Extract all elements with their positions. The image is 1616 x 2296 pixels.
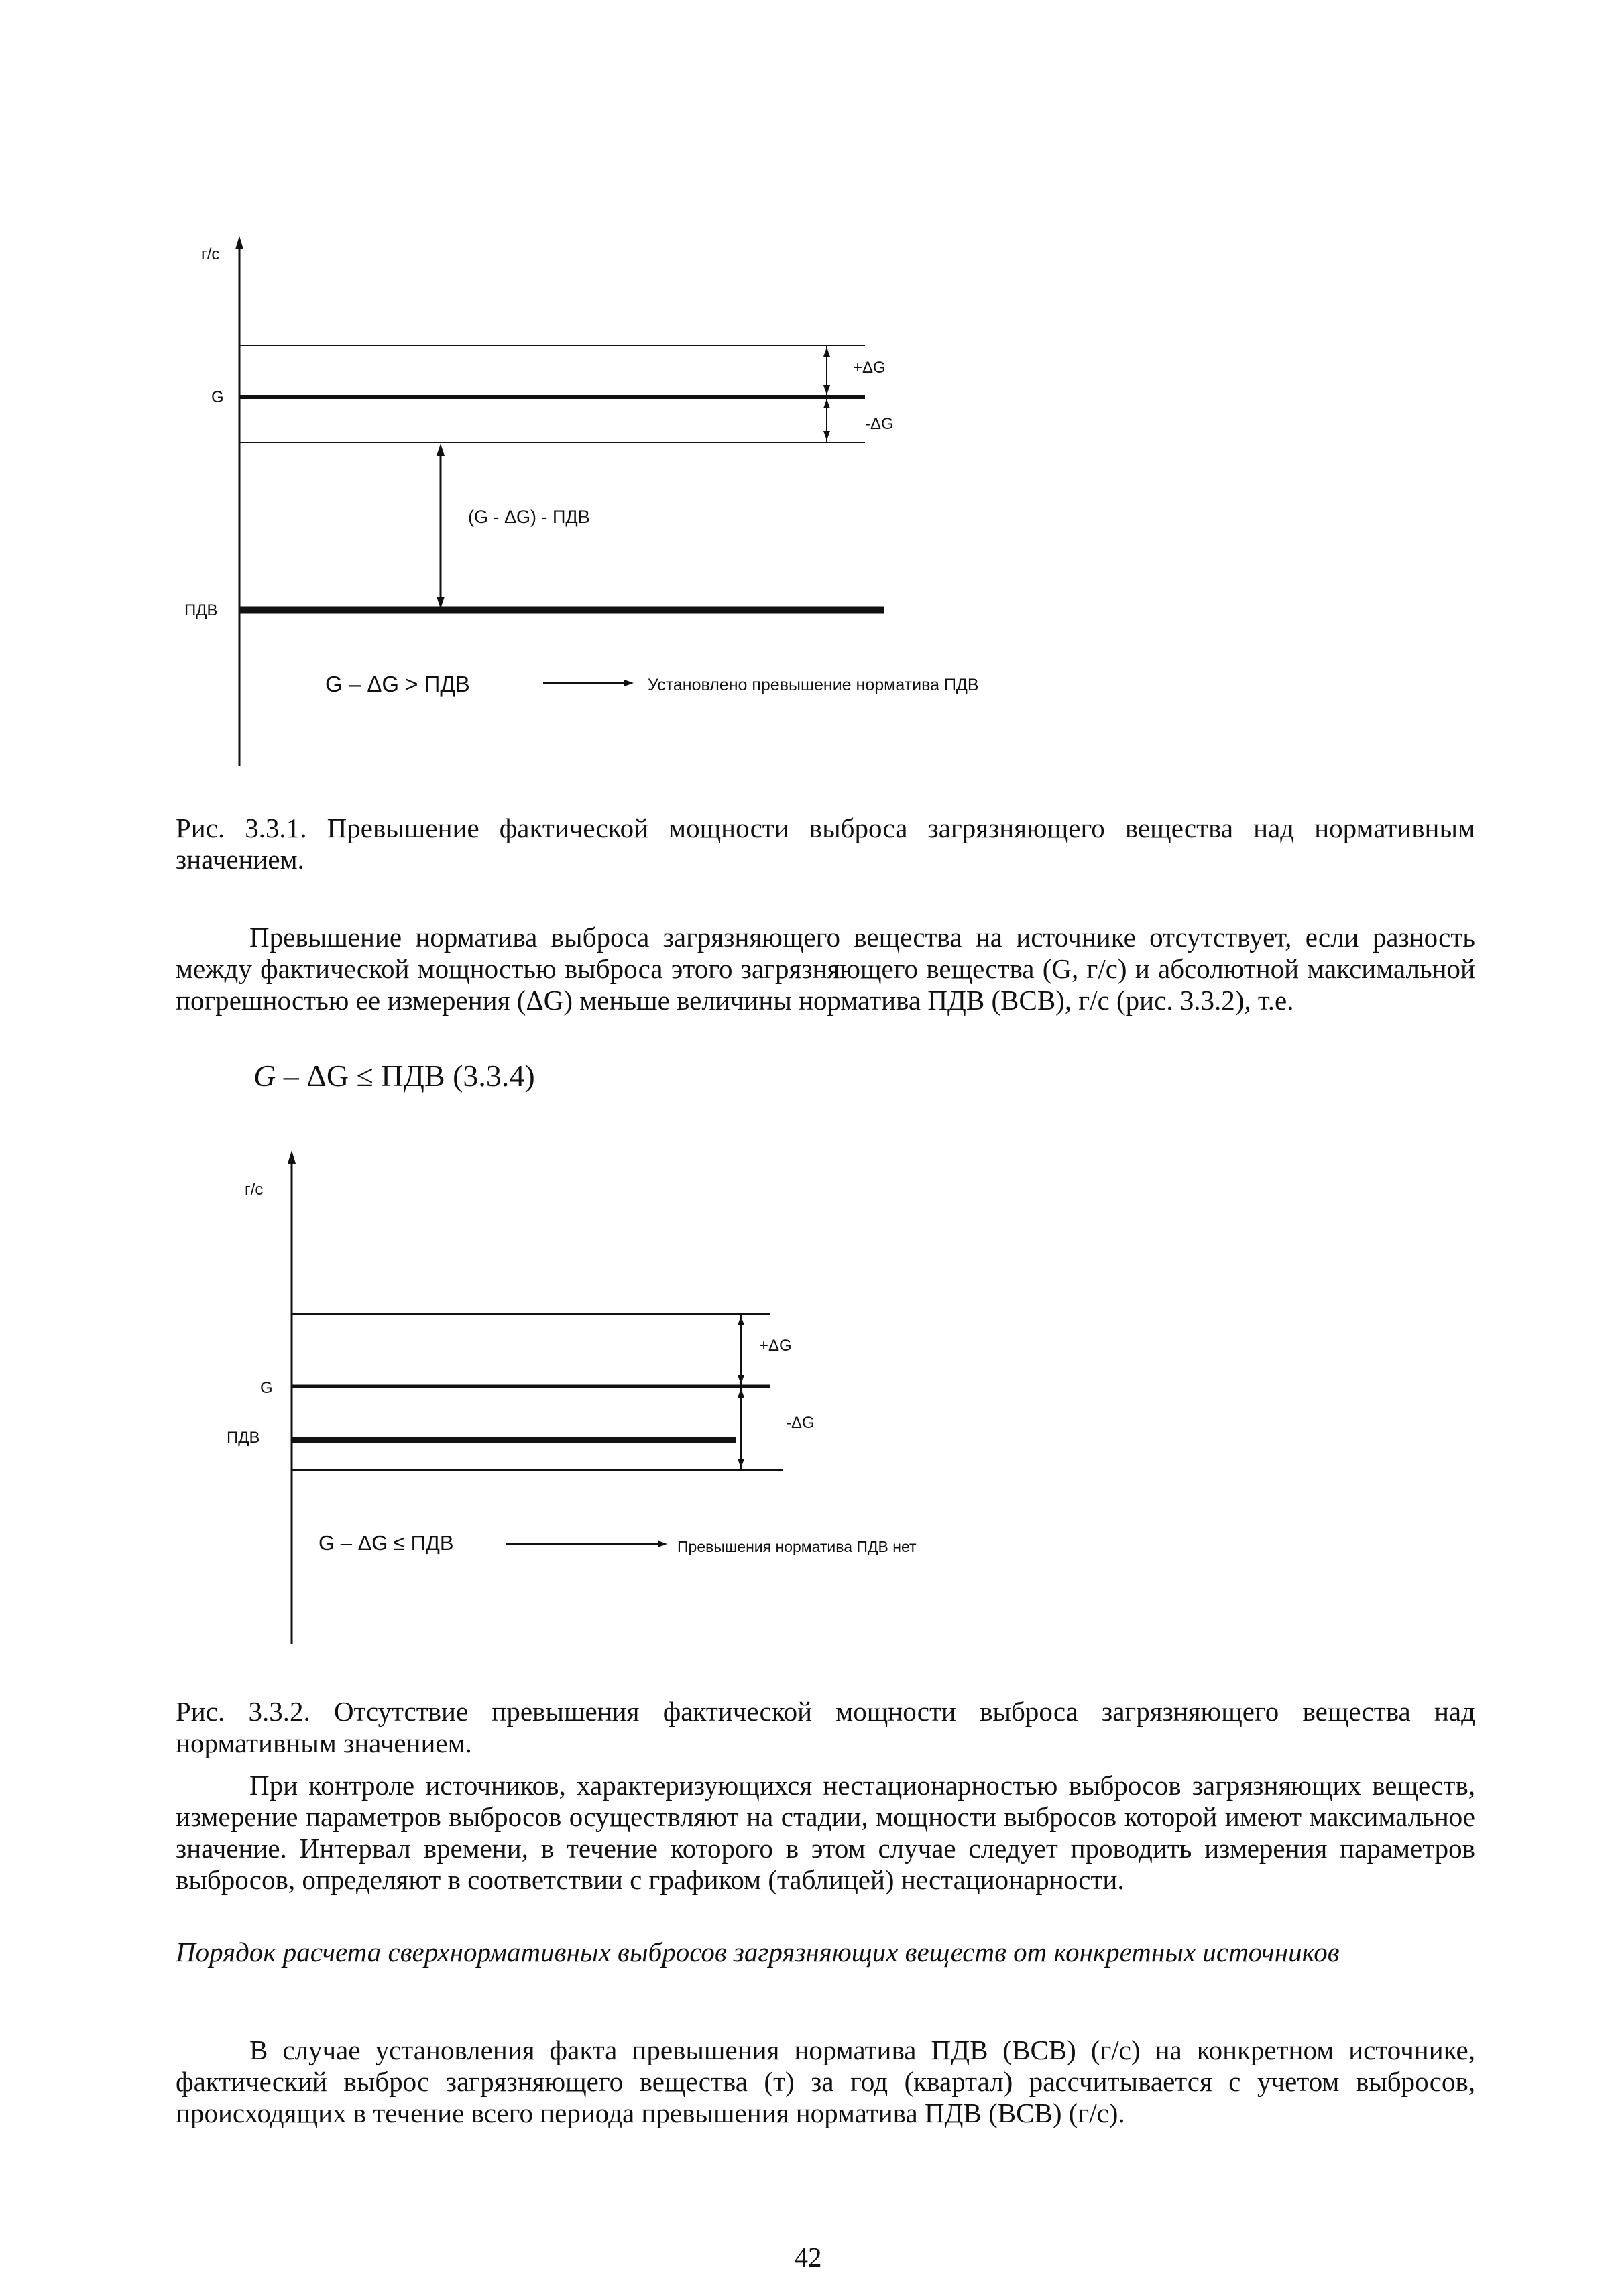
fig2-minus-dg-label: -ΔG bbox=[786, 1414, 815, 1432]
fig2-dg-arrow-bottom bbox=[738, 1459, 744, 1468]
formula-minus-dg: – ΔG bbox=[276, 1059, 349, 1093]
section-title: Порядок расчета сверхнормативных выбросов загрязняющих веществ от конкретных источников bbox=[176, 1937, 1340, 1968]
fig2-unit-label: г/с bbox=[245, 1181, 264, 1199]
paragraph-no-excess-condition: Превышение норматива выброса загрязняющего вещества на источнике отсутствует, если разность между фактической мощностью выброса этого загрязняющего вещества (G, г/с) и абсолютной максимальной погрешностью ее измерения (ΔG) меньше величины норматива ПДВ (ВСВ), г/с (рис. 3.3.2), т.е. bbox=[176, 922, 1475, 1016]
fig1-condition: G – ΔG > ПДВ bbox=[325, 672, 470, 697]
paragraph-excess-calculation: В случае установления факта превышения норматива ПДВ (ВСВ) (г/с) на конкретном источнике, фактический выброс загрязняющего вещества (т) за год (квартал) рассчитывается с учетом выбросов, происходящих в течение всего периода превышения норматива ПДВ (ВСВ) (г/с). bbox=[176, 2035, 1475, 2128]
figure-2-caption: Рис. 3.3.2. Отсутствие превышения фактической мощности выброса загрязняющего вещества над нормативным значением. bbox=[176, 1696, 1475, 1758]
fig2-result-arrow-head bbox=[658, 1540, 667, 1547]
figure-2-diagram bbox=[227, 1150, 917, 1644]
fig2-dg-arrow-mid-down bbox=[738, 1375, 744, 1384]
formula-g: G bbox=[253, 1059, 276, 1093]
fig2-result: Превышения норматива ПДВ нет bbox=[677, 1538, 917, 1555]
formula-3-3-4 bbox=[253, 1058, 535, 1093]
fig1-dg-arrow-mid-up bbox=[823, 399, 830, 408]
fig1-plus-dg-label: +ΔG bbox=[853, 359, 886, 377]
fig1-dg-arrow-mid-down bbox=[823, 385, 830, 395]
fig1-gap-arrow-top bbox=[437, 444, 445, 456]
fig1-unit-label: г/с bbox=[201, 245, 220, 263]
fig1-g-label: G bbox=[211, 388, 224, 406]
fig2-plus-dg-label: +ΔG bbox=[759, 1337, 792, 1355]
fig1-y-axis-arrow bbox=[235, 236, 243, 249]
figure-1-caption: Рис. 3.3.1. Превышение фактической мощности выброса загрязняющего вещества над нормативным значением. bbox=[176, 812, 1475, 875]
fig2-g-label: G bbox=[260, 1379, 273, 1397]
fig1-gap-label: (G - ΔG) - ПДВ bbox=[468, 507, 590, 527]
page-number: 42 bbox=[794, 2242, 822, 2273]
fig1-result: Установлено превышение норматива ПДВ bbox=[648, 676, 979, 694]
paragraph-nonstationary-sources: При контроле источников, характеризующихся нестационарностью выбросов загрязняющих веществ, измерение параметров выбросов осуществляют на стадии, мощности выбросов которой имеют максимальное значение. Интервал времени, в течение которого в этом случае следует проводить измерения параметров выбросов, определяют в соответствии с графиком (таблицей) нестационарности. bbox=[176, 1770, 1475, 1895]
formula-rhs: ≤ ПДВ (3.3.4) bbox=[349, 1059, 535, 1093]
fig1-dg-arrow-bottom bbox=[823, 431, 830, 440]
fig2-dg-arrow-mid-up bbox=[738, 1388, 744, 1398]
fig2-y-axis-arrow bbox=[288, 1150, 296, 1164]
fig1-result-arrow-head bbox=[624, 680, 634, 686]
fig2-dg-arrow-top bbox=[738, 1316, 744, 1325]
fig1-dg-arrow-top bbox=[823, 347, 830, 357]
fig2-condition: G – ΔG ≤ ПДВ bbox=[319, 1531, 454, 1555]
fig1-minus-dg-label: -ΔG bbox=[865, 415, 894, 433]
figure-1-diagram bbox=[184, 236, 979, 766]
fig2-pdv-label: ПДВ bbox=[227, 1429, 260, 1447]
fig1-pdv-label: ПДВ bbox=[184, 601, 218, 619]
